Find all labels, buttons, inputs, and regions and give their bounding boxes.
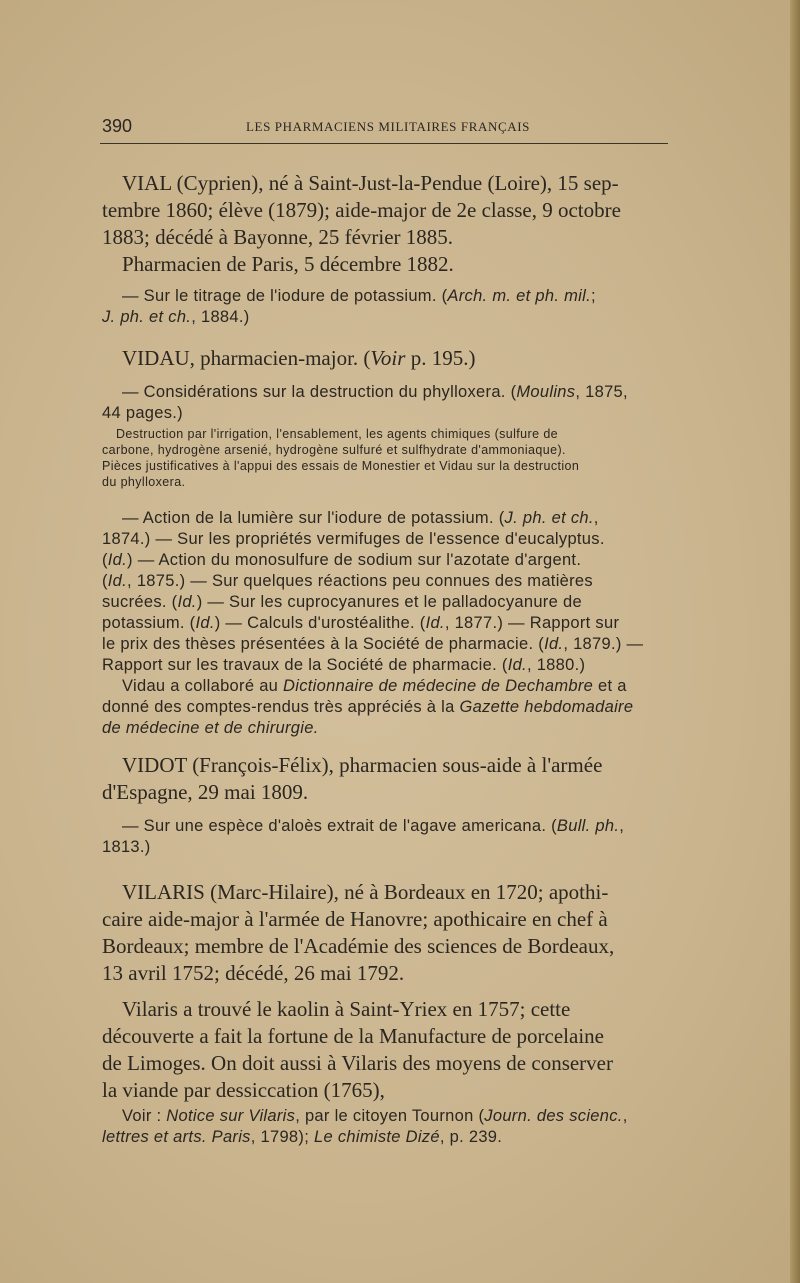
text: Rapport sur les travaux de la Société de pharmacie. ( — [102, 656, 508, 674]
citation: Id. — [107, 572, 128, 590]
citation: Gazette hebdomadaire — [459, 698, 634, 716]
citation: Id. — [507, 656, 527, 674]
text: — Sur le titrage de l'iodure de potassium. ( — [122, 287, 448, 305]
text-line: Destruction par l'irrigation, l'ensablement, les agents chimiques (sulfure de — [116, 427, 559, 441]
citation: Arch. m. et ph. mil. — [447, 287, 591, 305]
citation: de médecine et de chirurgie. — [102, 719, 319, 737]
text-line: la viande par dessiccation (1765), — [102, 1078, 385, 1102]
text: , 1879.) — — [563, 635, 644, 653]
text-line: découverte a fait la fortune de la Manufacture de porcelaine — [102, 1024, 604, 1048]
entry-vidot-heading — [102, 752, 672, 806]
text-line: 1813.) — [102, 838, 151, 856]
entry-vilaris-references — [102, 1106, 672, 1148]
text: , 1884.) — [191, 308, 250, 326]
citation: lettres et arts. Paris — [102, 1128, 251, 1146]
citation: Voir — [370, 346, 406, 370]
citation: Le chimiste Dizé — [313, 1128, 440, 1146]
citation: J. ph. et ch. — [102, 308, 192, 326]
text: ) — Action du monosulfure de sodium sur l'azotate d'argent. — [127, 551, 582, 569]
entry-vilaris-body — [102, 996, 672, 1104]
text: ( — [102, 572, 108, 590]
text: Vidau a collaboré au — [122, 677, 284, 695]
text: Voir : — [122, 1107, 167, 1125]
text: , — [622, 1107, 628, 1125]
text: sucrées. ( — [102, 593, 178, 611]
citation: J. ph. et ch. — [504, 509, 594, 527]
text: — Action de la lumière sur l'iodure de potassium. ( — [122, 509, 505, 527]
text-line: 1874.) — Sur les propriétés vermifuges de l'essence d'eucalyptus. — [102, 530, 605, 548]
citation: Id. — [195, 614, 215, 632]
entry-vidau-work — [102, 382, 672, 424]
text-line: 13 avril 1752; décédé, 26 mai 1792. — [102, 961, 405, 985]
header-rule — [100, 143, 668, 144]
text-line: du phylloxera. — [102, 475, 186, 489]
text: — Sur une espèce d'aloès extrait de l'agave americana. ( — [122, 817, 557, 835]
text: potassium. ( — [102, 614, 196, 632]
text-line: de Limoges. On doit aussi à Vilaris des moyens de conserver — [102, 1051, 613, 1075]
text-line: tembre 1860; élève (1879); aide-major de 2e classe, 9 octobre — [102, 198, 621, 222]
text-line: Pharmacien de Paris, 5 décembre 1882. — [122, 252, 454, 276]
text-line: Pièces justificatives à l'appui des essais de Monestier et Vidau sur la destruction — [102, 459, 580, 473]
citation: Journ. des scienc. — [484, 1107, 623, 1125]
citation: Id. — [107, 551, 128, 569]
text-line: 1883; décédé à Bayonne, 25 février 1885. — [102, 225, 454, 249]
text-line: Bordeaux; membre de l'Académie des sciences de Bordeaux, — [102, 934, 615, 958]
text-line: VIDOT (François-Félix), pharmacien sous-aide à l'armée — [122, 753, 603, 777]
citation: Dictionnaire de médecine de Dechambre — [283, 677, 594, 695]
text: , 1880.) — [526, 656, 586, 674]
text: , — [619, 817, 625, 835]
citation: Id. — [425, 614, 445, 632]
running-title: LES PHARMACIENS MILITAIRES FRANÇAIS — [246, 119, 530, 134]
text: donné des comptes-rendus très appréciés à la — [102, 698, 460, 716]
citation: Bull. ph. — [556, 817, 620, 835]
text: ) — Sur les cuprocyanures et le palladocyanure de — [196, 593, 582, 611]
text: , 1875.) — Sur quelques réactions peu connues des matières — [127, 572, 593, 590]
text-line: carbone, hydrogène arsenié, hydrogène sulfuré et sulfhydrate d'ammoniaque). — [102, 443, 566, 457]
text: VIDAU, pharmacien-major. ( — [122, 346, 371, 370]
text-line: 44 pages.) — [102, 404, 183, 422]
text: , 1877.) — Rapport sur — [444, 614, 620, 632]
citation: Id. — [177, 593, 197, 611]
text: ; — [590, 287, 596, 305]
entry-vial-works — [102, 286, 672, 328]
text-line: Vilaris a trouvé le kaolin à Saint-Yriex en 1757; cette — [122, 997, 571, 1021]
page-number: 390 — [102, 116, 133, 136]
text: , 1798); — [250, 1128, 314, 1146]
text: p. 195.) — [405, 346, 476, 370]
text-line: caire aide-major à l'armée de Hanovre; apothicaire en chef à — [102, 907, 608, 931]
entry-vidau-note — [102, 426, 672, 490]
text: — Considérations sur la destruction du phylloxera. ( — [122, 383, 517, 401]
citation: Moulins — [516, 383, 576, 401]
text: le prix des thèses présentées à la Société de pharmacie. ( — [102, 635, 545, 653]
page-edge — [790, 0, 800, 1283]
text-line: VIAL (Cyprien), né à Saint-Just-la-Pendue (Loire), 15 sep- — [122, 171, 619, 195]
text: ) — Calculs d'urostéalithe. ( — [214, 614, 426, 632]
citation: Id. — [544, 635, 564, 653]
text: , p. 239. — [439, 1128, 503, 1146]
entry-vidau-publications — [102, 508, 672, 739]
text: , 1875, — [575, 383, 628, 401]
entry-vial-heading — [102, 170, 672, 278]
text: et a — [593, 677, 627, 695]
citation: Notice sur Vilaris — [166, 1107, 296, 1125]
entry-vilaris-heading — [102, 879, 672, 987]
entry-vidot-work — [102, 816, 672, 858]
text-line: d'Espagne, 29 mai 1809. — [102, 780, 309, 804]
text: , par le citoyen Tournon ( — [295, 1107, 485, 1125]
text: ( — [102, 551, 108, 569]
text-line: VILARIS (Marc-Hilaire), né à Bordeaux en 1720; apothi- — [122, 880, 609, 904]
entry-vidau-heading — [102, 345, 672, 372]
text: , — [593, 509, 599, 527]
page-header — [100, 116, 668, 138]
